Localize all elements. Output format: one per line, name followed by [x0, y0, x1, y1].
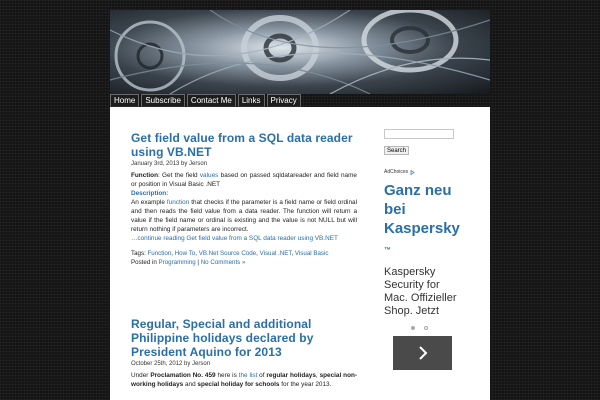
continue-reading-link[interactable]: …continue reading Get field value from a SQL data reader using VB.NET	[131, 235, 338, 242]
post-1	[131, 131, 357, 267]
text: for the year 2013.	[279, 381, 332, 388]
ad-next-button[interactable]	[393, 336, 452, 370]
pagination-dot-active[interactable]	[411, 326, 415, 330]
banner-at-symbols-image	[110, 10, 490, 94]
tags-label: Tags:	[131, 250, 148, 257]
header-banner	[110, 10, 490, 94]
text: Under	[131, 372, 151, 379]
comments-link[interactable]: No Comments »	[200, 259, 246, 266]
function-label: Function	[131, 172, 158, 179]
post-tags: Tags: Function, How To, VB.Net Source Code, Visual .NET, Visual Basic Posted in Programming | No Comments »	[131, 250, 329, 266]
adchoices[interactable]	[384, 169, 458, 175]
adchoices-icon	[410, 170, 415, 175]
school-holiday-text: special holiday for schools	[197, 381, 280, 388]
post-title[interactable]: Get field value from a SQL data reader using VB.NET	[131, 131, 353, 159]
ad-headline[interactable]	[384, 181, 458, 260]
ad-description[interactable]: Kaspersky Security for Mac. Offizieller Shop. Jetzt	[384, 266, 457, 317]
values-link[interactable]: values	[199, 172, 219, 179]
text: here is	[215, 372, 239, 379]
function-link[interactable]: function	[166, 199, 190, 206]
function-text: : Get the field	[157, 172, 200, 179]
proclamation-text: Proclamation No. 459	[150, 372, 216, 379]
posted-in-label: Posted in	[131, 259, 159, 266]
regular-holidays-text: regular holidays	[266, 372, 316, 379]
description-text-rest: that checks if the parameter is a field name or field ordinal and then reads the field value from a data reader. The function will return a value if the field name or ordinal is existing and the value is not NULL but will return nothing if parameters are incorrect.	[131, 199, 357, 233]
adchoices-label: AdChoices	[384, 169, 409, 175]
post-meta: January 3rd, 2013 by Jerson	[131, 161, 208, 167]
post-excerpt	[131, 171, 357, 243]
post-2	[131, 317, 357, 389]
search-button[interactable]: Search	[384, 146, 409, 155]
ad-title-text: Ganz neu bei Kaspersky	[384, 182, 460, 237]
category-link[interactable]: Programming	[158, 259, 196, 266]
tag-link[interactable]: VB.Net Source Code	[198, 250, 257, 257]
tag-link[interactable]: Function	[147, 250, 172, 257]
text: of	[257, 372, 267, 379]
tag-link[interactable]: How To	[174, 250, 196, 257]
pagination-dot[interactable]	[424, 326, 428, 330]
description-text: An example	[131, 199, 167, 206]
function-text-rest: based on passed sqldatareader and field name or position in Visual Basic .NET	[131, 172, 357, 188]
ad-pagination	[411, 326, 458, 330]
description-label: Description:	[131, 190, 169, 197]
nav-subscribe[interactable]: Subscribe	[141, 94, 185, 107]
post-title[interactable]: Regular, Special and additional Philippine holidays declared by President Aquino for 2013	[131, 317, 314, 359]
ad-trademark: ™	[384, 247, 391, 254]
post-excerpt	[131, 371, 357, 389]
nav-contact-me[interactable]: Contact Me	[187, 94, 236, 107]
nav-privacy[interactable]: Privacy	[267, 94, 301, 107]
special-holidays-text: special non-working holidays	[131, 372, 358, 388]
nav-home[interactable]: Home	[110, 94, 139, 107]
separator: |	[195, 259, 201, 266]
nav-links[interactable]: Links	[238, 94, 265, 107]
text: ,	[315, 372, 320, 379]
tag-link[interactable]: Visual Basic	[294, 250, 329, 257]
the-list-link[interactable]: the list	[238, 372, 258, 379]
post-meta: October 25th, 2012 by Jerson	[131, 361, 211, 367]
tag-link[interactable]: Visual .NET	[259, 250, 292, 257]
text: and	[183, 381, 198, 388]
content-area	[110, 107, 490, 400]
chevron-right-icon	[417, 346, 429, 360]
main-nav	[110, 94, 490, 106]
search-input[interactable]	[384, 129, 454, 139]
sidebar	[384, 129, 458, 330]
